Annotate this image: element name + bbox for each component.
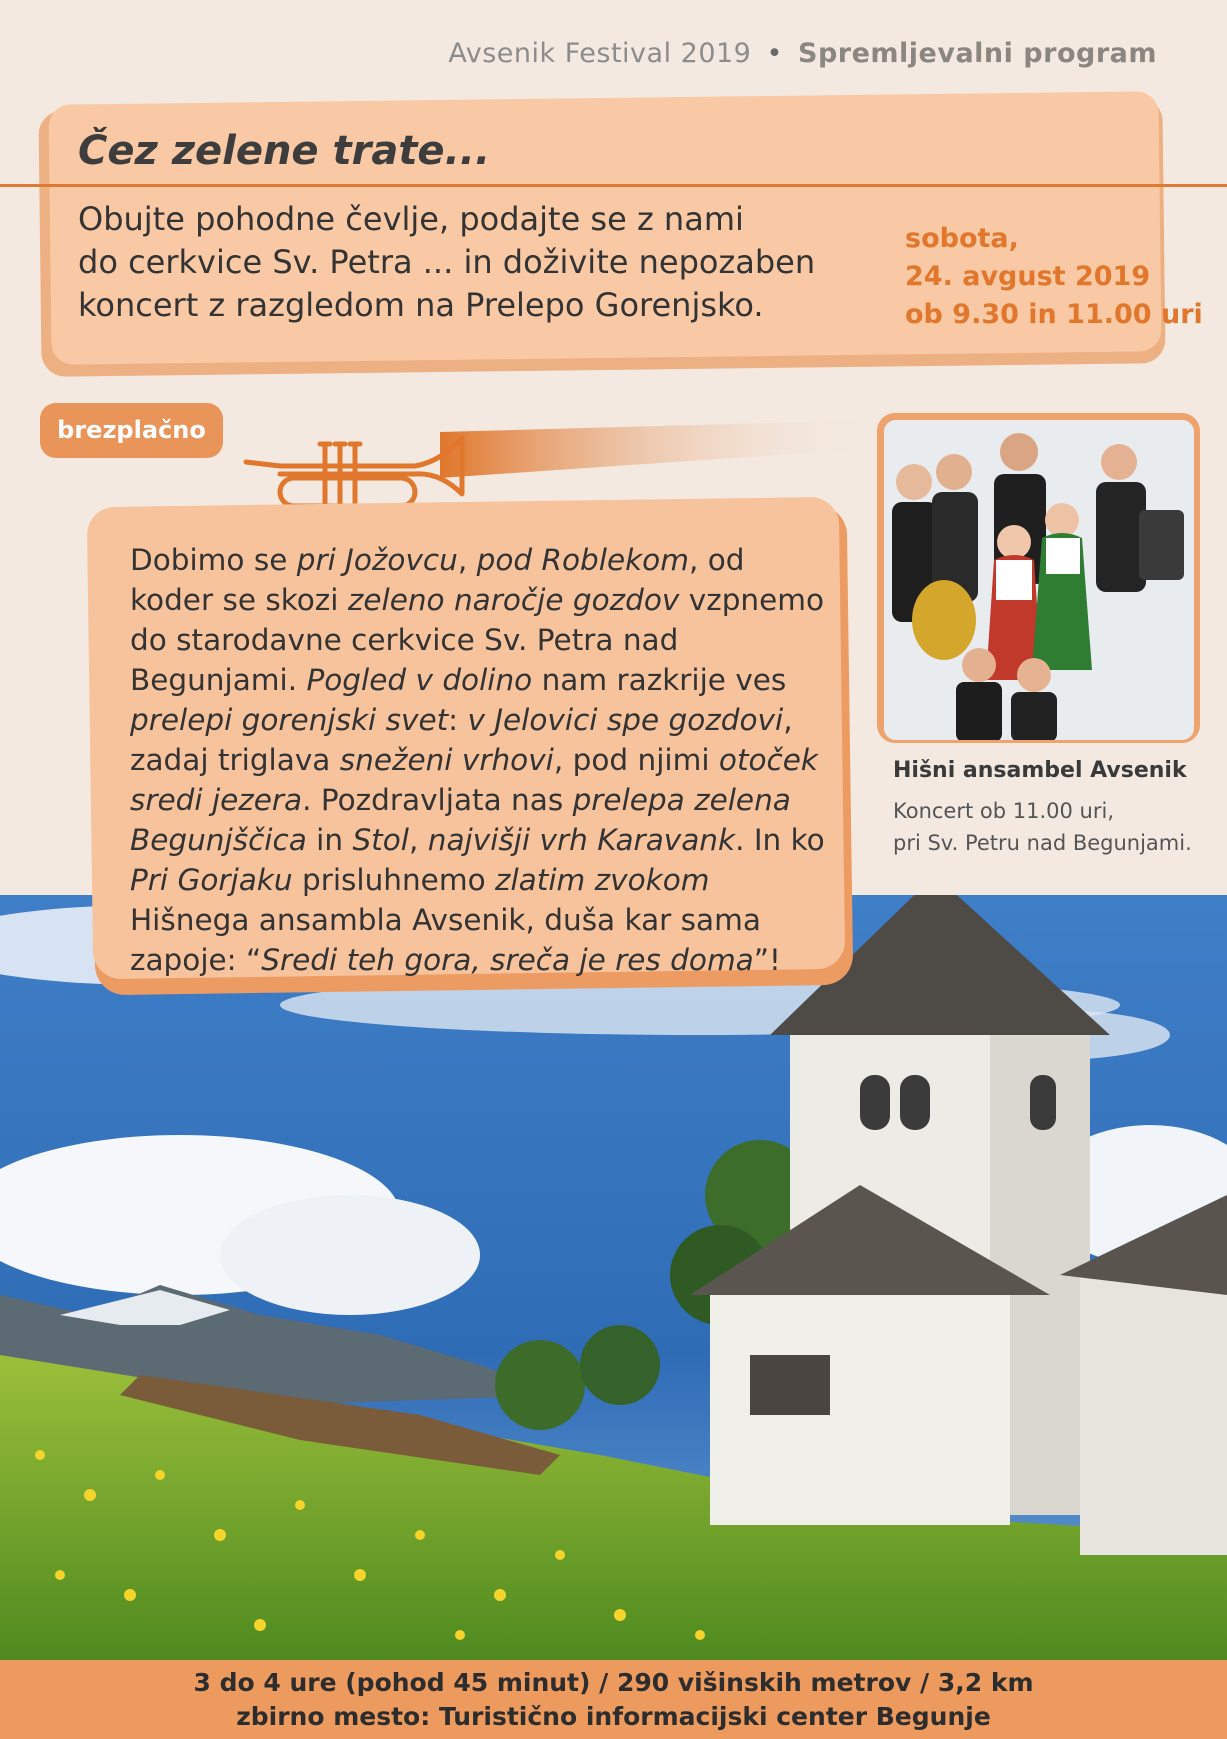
description-segment: : [448, 703, 468, 737]
description-emphasis: v Jelovici spe gozdovi [467, 703, 784, 737]
description-segment: vzpnemo do starodavne cerkvice Sv. Petra nad Begunjami. [130, 583, 825, 697]
description-emphasis: Pri Gorjaku [130, 863, 293, 897]
landscape-image [0, 895, 1227, 1660]
description-emphasis: zeleno naročje gozdov [347, 583, 680, 617]
description-emphasis: prelepi gorenjski svet [130, 703, 449, 737]
description-emphasis: otoček sredi jezera [130, 743, 819, 817]
description-emphasis: sneženi vrhovi [339, 743, 554, 777]
page-header [0, 38, 1157, 69]
description-segment: , [457, 543, 477, 577]
band-photo [884, 420, 1194, 740]
description-emphasis: pri Jožovcu [296, 543, 458, 577]
photo-caption-text [893, 795, 1192, 859]
event-day: sobota, [905, 223, 1019, 254]
event-date-block [905, 220, 1203, 334]
description-segment: , [409, 823, 428, 857]
description-emphasis: pod Roblekom [476, 543, 689, 577]
intro-line: koncert z razgledom na Prelepo Gorenjsko. [78, 286, 764, 324]
orange-divider [0, 184, 1227, 187]
description-emphasis: Stol [352, 823, 409, 857]
description-emphasis: najvišji vrh Karavank [427, 823, 736, 857]
intro-text [78, 198, 838, 327]
event-title: Čez zelene trate... [78, 128, 491, 174]
church-landscape-photo [0, 895, 1227, 1660]
program-name: Spremljevalni program [798, 38, 1157, 69]
description-segment: Dobimo se [130, 543, 297, 577]
description-segment: ”! [753, 943, 781, 977]
free-badge: brezplačno [40, 403, 223, 458]
footer-bar [0, 1660, 1227, 1739]
route-info: 3 do 4 ure (pohod 45 minut) / 290 višinskih metrov / 3,2 km [193, 1668, 1034, 1697]
header-bullet: • [766, 38, 783, 69]
intro-line: do cerkvice Sv. Petra ... in doživite nepozaben [78, 243, 816, 281]
description-segment: in [306, 823, 353, 857]
meeting-point: zbirno mesto: Turistično informacijski center Begunje [236, 1702, 991, 1731]
sound-beam-graphic [440, 420, 880, 490]
description-segment: . Pozdravljata nas [302, 783, 573, 817]
description-emphasis: zlatim zvokom [495, 863, 710, 897]
event-date: 24. avgust 2019 [905, 261, 1151, 292]
description-emphasis: Sredi teh gora, sreča je res doma [261, 943, 754, 977]
photo-caption-title: Hišni ansambel Avsenik [893, 758, 1187, 783]
description-segment: , od koder se skozi [130, 543, 745, 617]
description-segment: . In ko [735, 823, 825, 857]
description-segment: , pod njimi [553, 743, 719, 777]
event-time: ob 9.30 in 11.00 uri [905, 299, 1203, 330]
caption-line: Koncert ob 11.00 uri, [893, 799, 1114, 823]
band-image [884, 420, 1194, 740]
description-segment: prisluhnemo [292, 863, 495, 897]
description-segment: Hišnega ansambla Avsenik, duša kar sama zapoje: “ [130, 903, 761, 977]
intro-line: Obujte pohodne čevlje, podajte se z nami [78, 200, 744, 238]
description-text [130, 540, 830, 980]
caption-line: pri Sv. Petru nad Begunjami. [893, 831, 1192, 855]
festival-name: Avsenik Festival 2019 [448, 38, 752, 69]
description-segment: nam razkrije ves [532, 663, 787, 697]
description-emphasis: prelepa zelena Begunjščica [130, 783, 791, 857]
description-segment: , zadaj triglava [130, 703, 793, 777]
description-emphasis: Pogled v dolino [306, 663, 533, 697]
